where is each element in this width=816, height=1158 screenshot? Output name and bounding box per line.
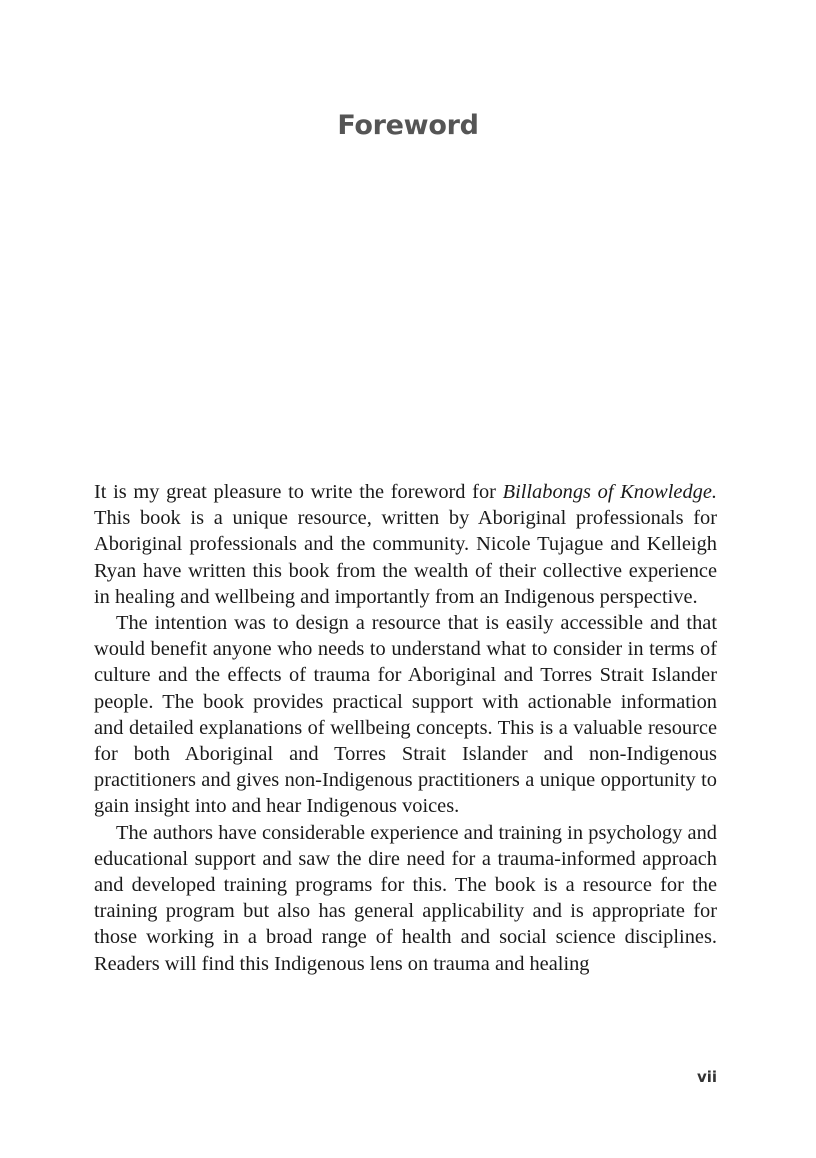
paragraph-3: The authors have considerable experience and training in psychology and educational support and saw the dire need for a trauma-informed approach and developed training programs for this. The book is a resource for the training program but also has general applicability and is appropriate for those working in a broad range of health and social science disciplines. Readers will find this Indigenous lens on trauma and healing xyxy=(94,821,717,975)
paragraph-1 xyxy=(94,479,717,610)
page-number: vii xyxy=(696,1068,717,1086)
page-title: Foreword xyxy=(337,110,479,141)
paragraph-1-lead: It is my great pleasure to write the foreword for xyxy=(94,481,503,503)
paragraph-2: The intention was to design a resource that is easily accessible and that would benefit anyone who needs to understand what to consider in terms of culture and the effects of trauma for Aboriginal and Torres Strait Islander people. The book provides practical support with actionable information and detailed explanations of wellbeing concepts. This is a valuable resource for both Aboriginal and Torres Strait Islander and non-Indigenous practitioners and gives non-Indigenous practitioners a unique opportunity to gain insight into and hear Indigenous voices. xyxy=(94,612,717,818)
book-title-italic: Billabongs of Knowledge. xyxy=(502,481,718,503)
foreword-body xyxy=(94,479,717,977)
paragraph-1-rest: This book is a unique resource, written by Aboriginal professionals for Aboriginal professionals and the community. Nicole Tujague and Kelleigh Ryan have written this book from the wealth of their collective experience in healing and wellbeing and importantly from an Indigenous perspective. xyxy=(94,507,717,608)
